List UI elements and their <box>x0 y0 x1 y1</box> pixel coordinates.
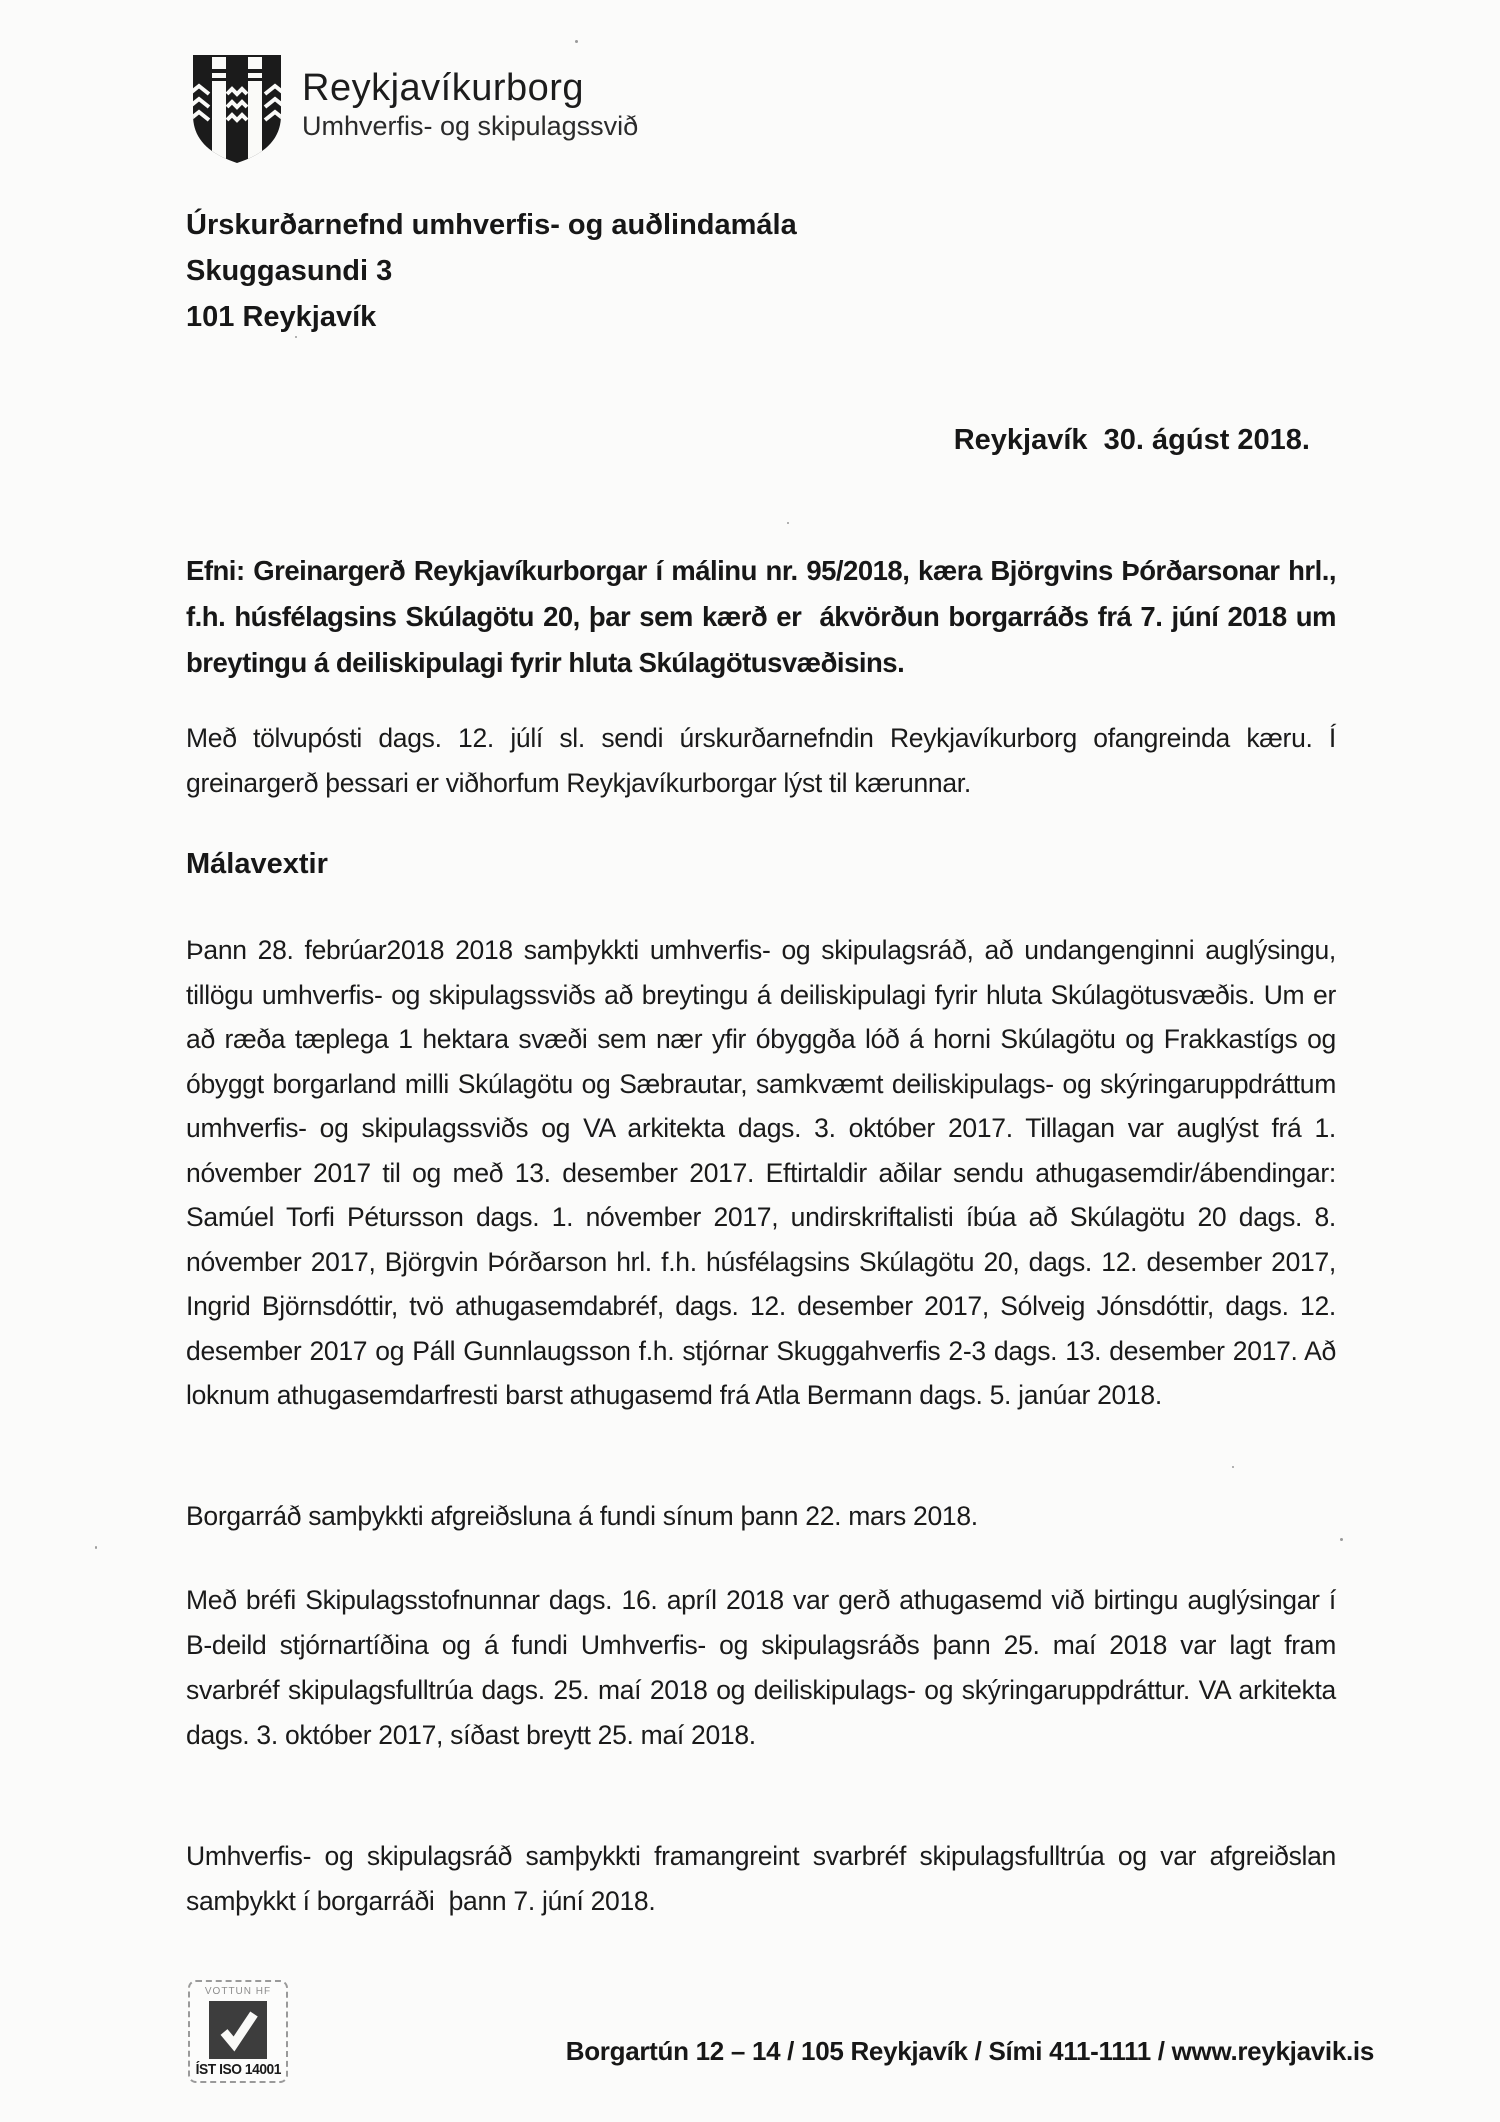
checkmark-icon <box>209 2001 267 2059</box>
recipient-address <box>186 202 797 340</box>
recipient-name: Úrskurðarnefnd umhverfis- og auðlindamála <box>186 209 797 241</box>
recipient-street: Skuggasundi 3 <box>186 255 393 287</box>
scan-speck <box>787 522 789 524</box>
scan-speck <box>95 1546 97 1549</box>
subject-line: Efni: Greinargerð Reykjavíkurborgar í málinu nr. 95/2018, kæra Björgvins Þórðarsonar hrl., f.h. húsfélagsins Skúlagötu 20, þar sem kærð er ákvörðun borgarráðs frá 7. júní 2018 um breytingu á deiliskipulagi fyrir hluta Skúlagötusvæðisins. <box>186 555 1344 678</box>
paragraph-skipulagsstofnun: Með bréfi Skipulagsstofnunnar dags. 16. apríl 2018 var gerð athugasemd við birtingu auglýsingar í B-deild stjórnartíðina og á fundi Umhverfis- og skipulagsráðs þann 25. maí 2018 var lagt fram svarbréf skipulagsfulltrúa dags. 25. maí 2018 og deiliskipulags- og skýringaruppdráttur. VA arkitekta dags. 3. október 2017, síðast breytt 25. maí 2018. <box>186 1585 1344 1750</box>
scan-speck <box>1232 1466 1234 1468</box>
intro-paragraph: Með tölvupósti dags. 12. júlí sl. sendi úrskurðarnefndin Reykjavíkurborg ofangreinda kæru. Í greinargerð þessari er viðhorfum Reykjavíkurborgar lýst til kærunnar. <box>186 723 1344 798</box>
paragraph-borgarrad: Borgarráð samþykkti afgreiðsluna á fundi sínum þann 22. mars 2018. <box>186 1501 978 1531</box>
paragraph-samthykkt: Umhverfis- og skipulagsráð samþykkti framangreint svarbréf skipulagsfulltrúa og var afgreiðslan samþykkt í borgarráði þann 7. júní 2018. <box>186 1841 1344 1916</box>
letterhead-text <box>302 52 638 143</box>
section-heading: Málavextir <box>186 848 328 880</box>
scan-speck <box>1340 1538 1343 1541</box>
footer-contact-line: Borgartún 12 – 14 / 105 Reykjavík / Sími 411-1111 / www.reykjavik.is <box>565 2036 1374 2066</box>
paragraph-malavextir: Þann 28. febrúar2018 2018 samþykkti umhverfis- og skipulagsráð, að undangenginni auglýsingu, tillögu umhverfis- og skipulagssviðs að breytingu á deiliskipulagi fyrir hluta Skúlagötusvæðis. Um er að ræða tæplega 1 hektara svæði sem nær yfir óbyggða lóð á horni Skúlagötu og Frakkastígs og óbyggt borgarland milli Skúlagötu og Sæbrautar, samkvæmt deiliskipulags- og skýringaruppdráttum umhverfis- og skipulagssviðs og VA arkitekta dags. 3. október 2017. Tillagan var auglýst frá 1. nóvember 2017 til og með 13. desember 2017. Eftirtaldir aðilar sendu athugasemdir/ábendingar: Samúel Torfi Pétursson dags. 1. nóvember 2017, undirskriftalisti íbúa að Skúlagötu 20 dags. 8. nóvember 2017, Björgvin Þórðarson hrl. f.h. húsfélagsins Skúlagötu 20, dags. 12. desember 2017, Ingrid Björnsdóttir, tvö athugasemdabréf, dags. 12. desember 2017, Sólveig Jónsdóttir, dags. 12. desember 2017 og Páll Gunnlaugsson f.h. stjórnar Skuggahverfis 2-3 dags. 13. desember 2017. Að loknum athugasemdarfresti barst athugasemd frá Atla Bermann dags. 5. janúar 2018. <box>186 935 1351 1410</box>
iso-issuer-label: VOTTUN HF <box>204 1986 272 1997</box>
recipient-city: 101 Reykjavík <box>186 301 377 333</box>
scan-speck <box>575 40 578 43</box>
org-name: Reykjavíkurborg <box>302 67 585 109</box>
letterhead <box>188 52 638 171</box>
org-department: Umhverfis- og skipulagssvið <box>302 111 639 141</box>
iso-certification-badge <box>188 1980 288 2083</box>
iso-standard-label: ÍST ISO 14001 <box>195 2061 281 2078</box>
scan-speck <box>295 336 297 338</box>
reykjavik-coat-of-arms-icon <box>188 52 286 171</box>
dateline: Reykjavík 30. ágúst 2018. <box>953 424 1310 456</box>
